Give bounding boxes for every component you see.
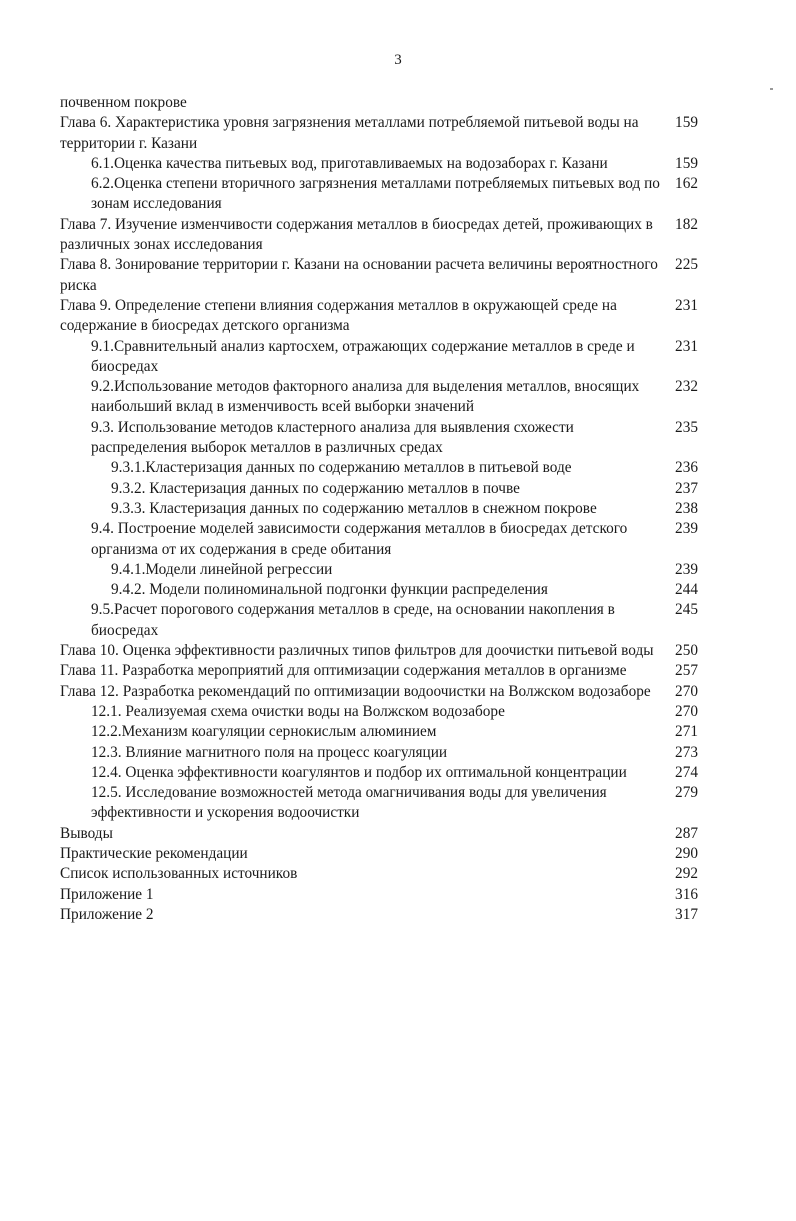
toc-entry [60, 519, 710, 560]
toc-entry [60, 499, 710, 519]
toc-entry [60, 905, 710, 925]
toc-entry-page: 292 [675, 865, 698, 883]
toc-entry-title: 12.1. Реализуемая схема очистки воды на Волжском водозаборе [91, 702, 505, 720]
toc-entry-page: 239 [675, 560, 698, 578]
toc-entry-page: 287 [675, 824, 698, 842]
toc-entry-title: Глава 6. Характеристика уровня загрязнения металлами потребляемой питьевой воды на территории г. Казани [60, 114, 639, 152]
toc-entry-title: Глава 9. Определение степени влияния содержания металлов в окружающей среде на содержание в биосредах детского организма [60, 296, 617, 335]
toc-entry-page: 279 [675, 784, 698, 802]
toc-entry-title: 6.2.Оценка степени вторичного загрязнения металлами потребляемых питьевых вод по зонам исследования [91, 175, 660, 213]
toc-entry-title: 12.2.Механизм коагуляции сернокислым алюминием [91, 723, 437, 741]
toc-entry-page: 235 [675, 418, 698, 436]
toc-entry [60, 743, 710, 763]
toc-entry [60, 113, 710, 154]
toc-entry-page: 270 [675, 702, 698, 720]
toc-entry-page: 274 [675, 763, 698, 781]
toc-entry [60, 337, 710, 378]
toc-entry-title: 12.3. Влияние магнитного поля на процесс коагуляции [91, 743, 448, 761]
toc-entry-page: 270 [675, 682, 698, 700]
toc-entry [60, 844, 710, 864]
toc-entry-title: 9.4.1.Модели линейной регрессии [111, 560, 333, 578]
toc-entry-page: 245 [675, 601, 698, 619]
toc-entry-title: Глава 11. Разработка мероприятий для оптимизации содержания металлов в организме [60, 662, 627, 680]
toc-entry-page: 182 [675, 215, 698, 233]
toc-entry [60, 296, 710, 337]
toc-entry [60, 763, 710, 783]
toc-entry-page: 231 [675, 337, 698, 355]
toc-entry-title: Приложение 2 [60, 905, 154, 923]
toc-entry-title: 9.3. Использование методов кластерного анализа для выявления схожести распределения выборок металлов в различных средах [91, 418, 574, 457]
toc-entry [60, 93, 710, 113]
toc-entry-page: 225 [675, 256, 698, 274]
toc-entry [60, 215, 710, 256]
toc-entry-title: Глава 10. Оценка эффективности различных типов фильтров для доочистки питьевой воды [60, 642, 654, 660]
toc-entry-page: 244 [675, 581, 698, 599]
toc-entry-title: 9.4.2. Модели полиноминальной подгонки функции распределения [111, 581, 548, 599]
toc-entry-title: Глава 12. Разработка рекомендаций по оптимизации водоочистки на Волжском водозаборе [60, 682, 651, 700]
toc-entry [60, 661, 710, 681]
toc-entry-title: Выводы [60, 824, 113, 842]
toc-entry-title: Список использованных источников [60, 865, 298, 883]
toc-entry-page: 236 [675, 459, 698, 477]
toc-entry-page: 159 [675, 114, 698, 132]
toc-entry-title: Глава 8. Зонирование территории г. Казани на основании расчета величины вероятностного риска [60, 256, 658, 294]
toc-entry-page: 271 [675, 723, 698, 741]
toc-entry-title: 9.5.Расчет порогового содержания металлов в среде, на основании накопления в биосредах [91, 601, 615, 639]
table-of-contents [60, 93, 710, 925]
toc-entry-title: 12.5. Исследование возможностей метода омагничивания воды для увеличения эффективности и ускорения водоочистки [91, 784, 607, 822]
toc-entry [60, 864, 710, 884]
toc-entry [60, 722, 710, 742]
toc-entry [60, 702, 710, 722]
toc-entry [60, 154, 710, 174]
toc-entry [60, 824, 710, 844]
toc-entry-page: 250 [675, 642, 698, 660]
toc-entry-page: 231 [675, 296, 698, 314]
toc-entry [60, 885, 710, 905]
toc-entry-page: 316 [675, 885, 698, 903]
toc-entry-page: 159 [675, 154, 698, 172]
toc-entry-title: 12.4. Оценка эффективности коагулянтов и подбор их оптимальной концентрации [91, 763, 627, 781]
toc-entry-page: 237 [675, 479, 698, 497]
toc-entry-title: 9.2.Использование методов факторного анализа для выделения металлов, вносящих наибольший вклад в изменчивость всей выборки значений [91, 378, 640, 416]
toc-entry-page: 238 [675, 499, 698, 517]
toc-entry-page: 239 [675, 520, 698, 538]
toc-entry-page: 290 [675, 844, 698, 862]
toc-entry-title: 9.3.3. Кластеризация данных по содержанию металлов в снежном покрове [111, 499, 597, 517]
toc-entry [60, 418, 710, 459]
scan-mark [770, 88, 773, 90]
toc-entry-page: 162 [675, 175, 698, 193]
toc-entry [60, 479, 710, 499]
toc-entry [60, 560, 710, 580]
toc-entry [60, 377, 710, 418]
toc-entry-page: 257 [675, 662, 698, 680]
toc-entry-title: 9.3.2. Кластеризация данных по содержанию металлов в почве [111, 479, 520, 497]
toc-entry-title: 9.4. Построение моделей зависимости содержания металлов в биосредах детского организма от их содержания в среде обитания [91, 520, 628, 558]
toc-entry-title: 9.3.1.Кластеризация данных по содержанию металлов в питьевой воде [111, 459, 572, 477]
toc-entry-page: 317 [675, 905, 698, 923]
page-number: 3 [394, 52, 402, 68]
toc-entry [60, 783, 710, 824]
toc-entry [60, 255, 710, 296]
toc-entry-page: 273 [675, 743, 698, 761]
toc-entry-title: Глава 7. Изучение изменчивости содержания металлов в биосредах детей, проживающих в различных зонах исследования [60, 215, 653, 254]
toc-entry [60, 580, 710, 600]
toc-entry-title: 6.1.Оценка качества питьевых вод, приготавливаемых на водозаборах г. Казани [91, 154, 608, 172]
toc-entry-title: 9.1.Сравнительный анализ картосхем, отражающих содержание металлов в среде и биосредах [91, 337, 635, 375]
toc-entry [60, 682, 710, 702]
toc-entry-title: Практические рекомендации [60, 844, 248, 862]
toc-entry [60, 174, 710, 215]
toc-entry [60, 641, 710, 661]
toc-entry-title: Приложение 1 [60, 885, 154, 903]
toc-entry [60, 458, 710, 478]
toc-entry-title: почвенном покрове [60, 94, 187, 111]
toc-entry-page: 232 [675, 378, 698, 396]
toc-entry [60, 600, 710, 641]
